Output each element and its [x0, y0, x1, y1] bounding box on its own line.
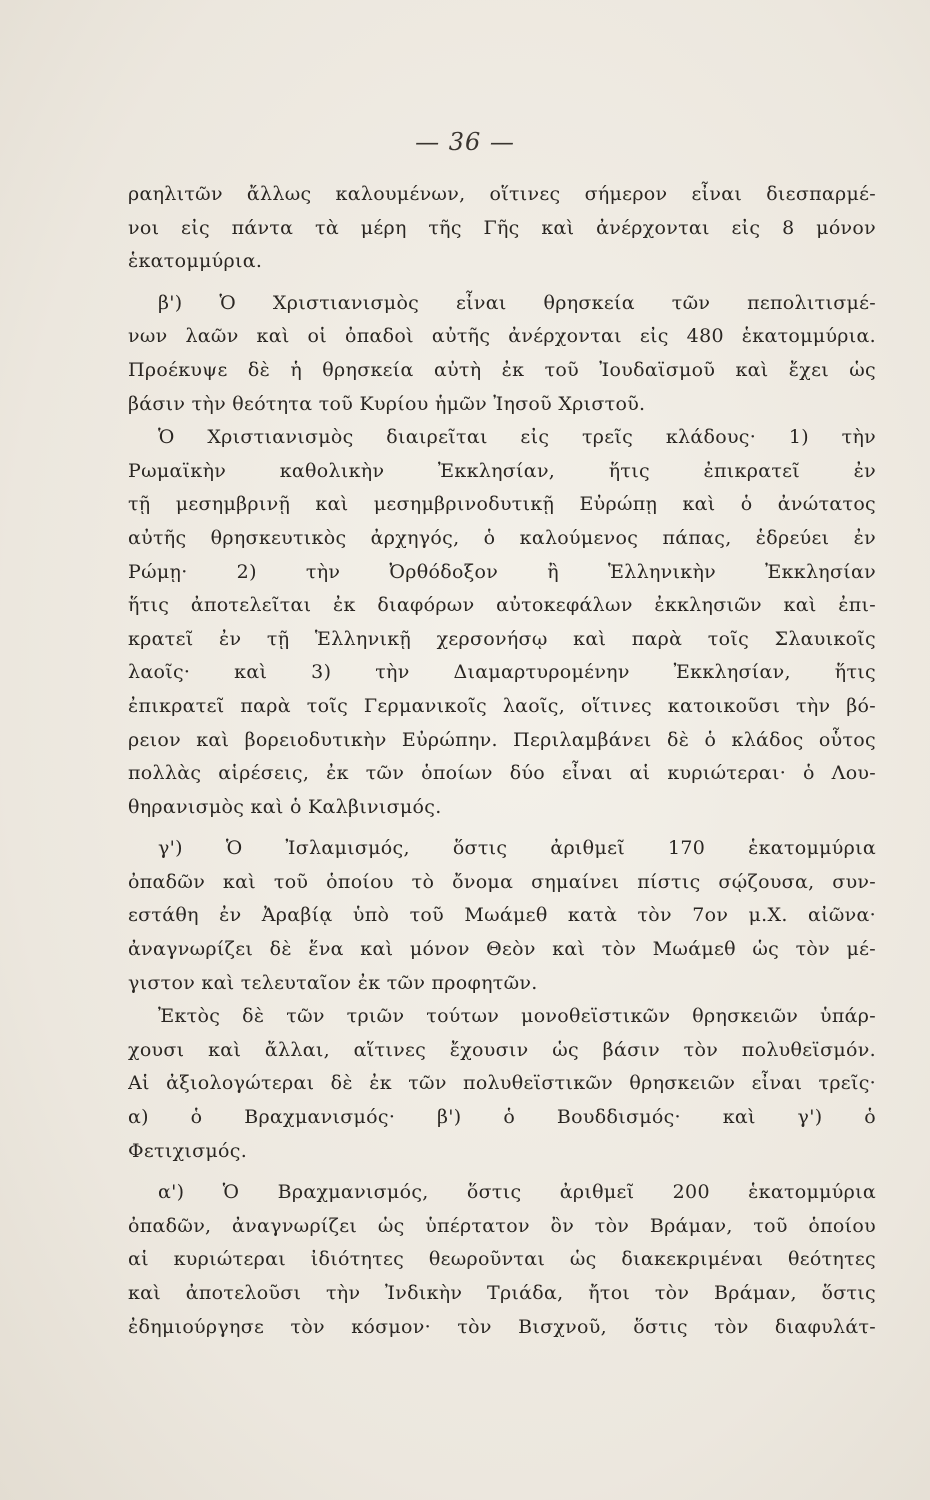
text-line: α') Ὁ Βραχμανισμός, ὅστις ἀριθμεῖ 200 ἑκατομμύρια — [158, 1181, 876, 1204]
page-text — [128, 178, 876, 1344]
text-line: γιστον καὶ τελευταῖον ἐκ τῶν προφητῶν. — [128, 971, 538, 994]
text-line: Αἱ ἀξιολογώτεραι δὲ ἐκ τῶν πολυθεϊστικῶν θρησκειῶν εἶναι τρεῖς· — [128, 1072, 876, 1095]
text-line: Προέκυψε δὲ ἡ θρησκεία αὐτὴ ἐκ τοῦ Ἰουδαϊσμοῦ καὶ ἔχει ὡς — [128, 358, 876, 381]
text-line: α) ὁ Βραχμανισμός· β') ὁ Βουδδισμός· καὶ γ') ὁ — [128, 1106, 876, 1129]
text-line: ἐπικρατεῖ παρὰ τοῖς Γερμανικοῖς λαοῖς, οἵτινες κατοικοῦσι τὴν βό- — [128, 694, 876, 717]
page-number: — 36 — — [415, 128, 515, 156]
text-line: θηρανισμὸς καὶ ὁ Καλβινισμός. — [128, 795, 442, 818]
text-line: γ') Ὁ Ἰσλαμισμός, ὅστις ἀριθμεῖ 170 ἑκατομμύρια — [158, 837, 876, 860]
text-line: ρειον καὶ βορειοδυτικὴν Εὐρώπην. Περιλαμβάνει δὲ ὁ κλάδος οὗτος — [128, 728, 876, 751]
text-line: Ἐκτὸς δὲ τῶν τριῶν τούτων μονοθεϊστικῶν θρησκειῶν ὑπάρ- — [158, 1005, 876, 1028]
text-line: ἥτις ἀποτελεῖται ἐκ διαφόρων αὐτοκεφάλων ἐκκλησιῶν καὶ ἐπι- — [128, 594, 876, 617]
text-line: καὶ ἀποτελοῦσι τὴν Ἰνδικὴν Τριάδα, ἤτοι τὸν Βράμαν, ὅστις — [128, 1282, 876, 1304]
text-line: κρατεῖ ἐν τῇ Ἑλληνικῇ χερσονήσῳ καὶ παρὰ τοῖς Σλαυικοῖς — [128, 627, 876, 650]
text-line: πολλὰς αἱρέσεις, ἐκ τῶν ὁποίων δύο εἶναι αἱ κυριώτεραι· ὁ Λου- — [128, 762, 876, 785]
text-line: Ὁ Χριστιανισμὸς διαιρεῖται εἰς τρεῖς κλάδους· 1) τὴν — [158, 426, 876, 449]
text-line: ὀπαδῶν καὶ τοῦ ὁποίου τὸ ὄνομα σημαίνει πίστις σῴζουσα, συν- — [128, 870, 876, 893]
text-line: Φετιχισμός. — [128, 1139, 248, 1162]
text-line: τῇ μεσημβρινῇ καὶ μεσημβρινοδυτικῇ Εὐρώπῃ καὶ ὁ ἀνώτατος — [128, 493, 876, 516]
text-line: αἱ κυριώτεραι ἰδιότητες θεωροῦνται ὡς διακεκριμέναι θεότητες — [128, 1248, 876, 1271]
text-line: εστάθη ἐν Ἀραβίᾳ ὑπὸ τοῦ Μωάμεθ κατὰ τὸν 7ον μ.Χ. αἰῶνα· — [128, 904, 876, 927]
text-line: νοι εἰς πάντα τὰ μέρη τῆς Γῆς καὶ ἀνέρχονται εἰς 8 μόνον — [128, 216, 876, 239]
text-line: βάσιν τὴν θεότητα τοῦ Κυρίου ἡμῶν Ἰησοῦ Χριστοῦ. — [128, 392, 646, 415]
text-line: ἑκατομμύρια. — [128, 250, 263, 273]
text-line: Ρώμῃ· 2) τὴν Ὀρθόδοξον ἢ Ἑλληνικὴν Ἐκκλησίαν — [128, 560, 876, 583]
text-line: ραηλιτῶν ἄλλως καλουμένων, οἵτινες σήμερον εἶναι διεσπαρμέ- — [128, 183, 876, 205]
text-line: ὀπαδῶν, ἀναγνωρίζει ὡς ὑπέρτατον ὂν τὸν Βράμαν, τοῦ ὁποίου — [128, 1214, 876, 1237]
text-line: νων λαῶν καὶ οἱ ὀπαδοὶ αὐτῆς ἀνέρχονται εἰς 480 ἑκατομμύρια. — [128, 325, 876, 348]
text-line: β') Ὁ Χριστιανισμὸς εἶναι θρησκεία τῶν πεπολιτισμέ- — [158, 291, 876, 314]
text-line: ἀναγνωρίζει δὲ ἕνα καὶ μόνον Θεὸν καὶ τὸν Μωάμεθ ὡς τὸν μέ- — [128, 938, 876, 961]
text-line: ἐδημιούργησε τὸν κόσμον· τὸν Βισχνοῦ, ὅστις τὸν διαφυλάτ- — [128, 1315, 876, 1338]
text-line: χουσι καὶ ἄλλαι, αἵτινες ἔχουσιν ὡς βάσιν τὸν πολυθεϊσμόν. — [128, 1038, 876, 1061]
text-line: Ρωμαϊκὴν καθολικὴν Ἐκκλησίαν, ἥτις ἐπικρατεῖ ἐν — [128, 459, 876, 482]
text-line: λαοῖς· καὶ 3) τὴν Διαμαρτυρομένην Ἐκκλησίαν, ἥτις — [128, 661, 876, 684]
text-line: αὐτῆς θρησκευτικὸς ἀρχηγός, ὁ καλούμενος πάπας, ἑδρεύει ἐν — [128, 526, 876, 549]
